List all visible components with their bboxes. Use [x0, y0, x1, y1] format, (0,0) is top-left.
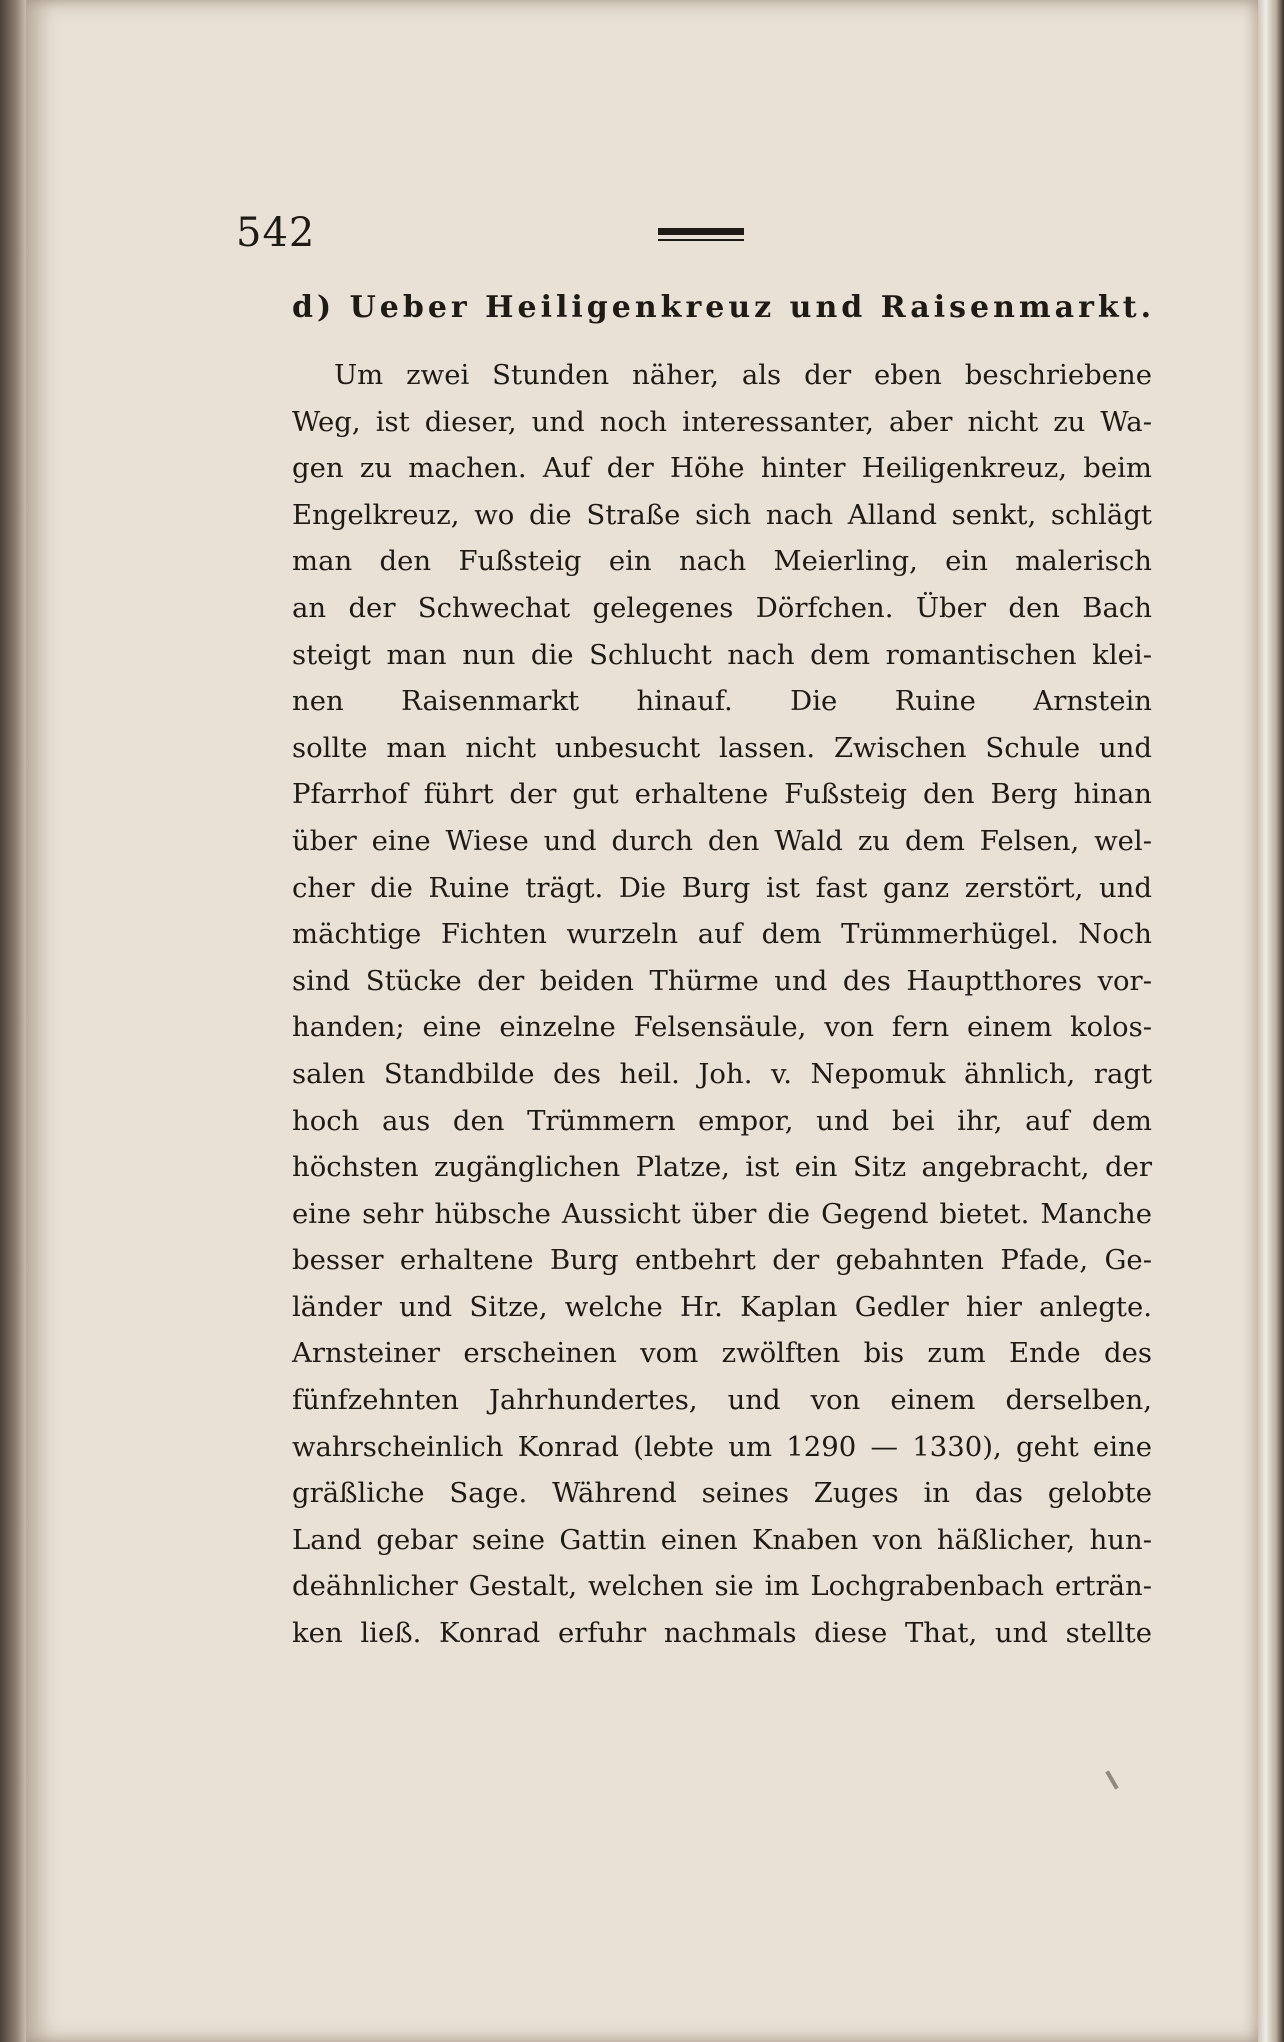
text-line: sollte man nicht unbesucht lassen. Zwischen Schule und: [292, 731, 1152, 764]
text-line: Weg, ist dieser, und noch interessanter, aber nicht zu Wa-: [292, 405, 1152, 438]
text-line: nen Raisenmarkt hinauf. Die Ruine Arnstein: [292, 685, 1152, 718]
text-line: eine sehr hübsche Aussicht über die Gegend bietet. Manche: [292, 1197, 1152, 1230]
text-line: an der Schwechat gelegenes Dörfchen. Über den Bach: [292, 591, 1152, 624]
text-line: Arnsteiner erscheinen vom zwölften bis zum Ende des: [292, 1337, 1152, 1370]
section-title: d) Ueber Heiligenkreuz und Raisenmarkt.: [292, 290, 1156, 325]
text-line: salen Standbilde des heil. Joh. v. Nepomuk ähnlich, ragt: [292, 1057, 1152, 1090]
text-line: wahrscheinlich Konrad (lebte um 1290 — 1330), geht eine: [292, 1430, 1152, 1463]
text-line: gräßliche Sage. Während seines Zuges in das gelobte: [292, 1477, 1152, 1510]
text-line: höchsten zugänglichen Platze, ist ein Sitz angebracht, der: [292, 1151, 1152, 1184]
text-line: über eine Wiese und durch den Wald zu dem Felsen, wel-: [292, 824, 1152, 857]
text-line: ken ließ. Konrad erfuhr nachmals diese That, und stellte: [292, 1617, 1152, 1650]
text-line: mächtige Fichten wurzeln auf dem Trümmerhügel. Noch: [292, 918, 1152, 951]
text-line: fünfzehnten Jahrhundertes, und von einem derselben,: [292, 1384, 1152, 1417]
page-number: 542: [236, 210, 316, 256]
text-line: Pfarrhof führt der gut erhaltene Fußsteig den Berg hinan: [292, 778, 1152, 811]
text-line: Engelkreuz, wo die Straße sich nach Alland senkt, schlägt: [292, 498, 1152, 531]
text-line: gen zu machen. Auf der Höhe hinter Heiligenkreuz, beim: [292, 452, 1152, 485]
text-line: deähnlicher Gestalt, welchen sie im Lochgrabenbach erträn-: [292, 1570, 1152, 1603]
text-line: cher die Ruine trägt. Die Burg ist fast ganz zerstört, und: [292, 871, 1152, 904]
text-line: man den Fußsteig ein nach Meierling, ein malerisch: [292, 545, 1152, 578]
text-line: länder und Sitze, welche Hr. Kaplan Gedler hier anlegte.: [292, 1290, 1152, 1323]
book-gutter: [0, 0, 26, 2042]
page-edge: [1258, 0, 1284, 2042]
body-text: [292, 352, 1152, 1657]
text-line: handen; eine einzelne Felsensäule, von fern einem kolos-: [292, 1011, 1152, 1044]
text-line: Um zwei Stunden näher, als der eben beschriebene: [334, 359, 1152, 391]
text-line: sind Stücke der beiden Thürme und des Hauptthores vor-: [292, 964, 1152, 997]
text-line: Land gebar seine Gattin einen Knaben von häßlicher, hun-: [292, 1523, 1152, 1556]
header-rule: [658, 228, 744, 235]
text-line: besser erhaltene Burg entbehrt der gebahnten Pfade, Ge-: [292, 1244, 1152, 1277]
text-line: hoch aus den Trümmern empor, und bei ihr, auf dem: [292, 1104, 1152, 1137]
text-line: steigt man nun die Schlucht nach dem romantischen klei-: [292, 638, 1152, 671]
